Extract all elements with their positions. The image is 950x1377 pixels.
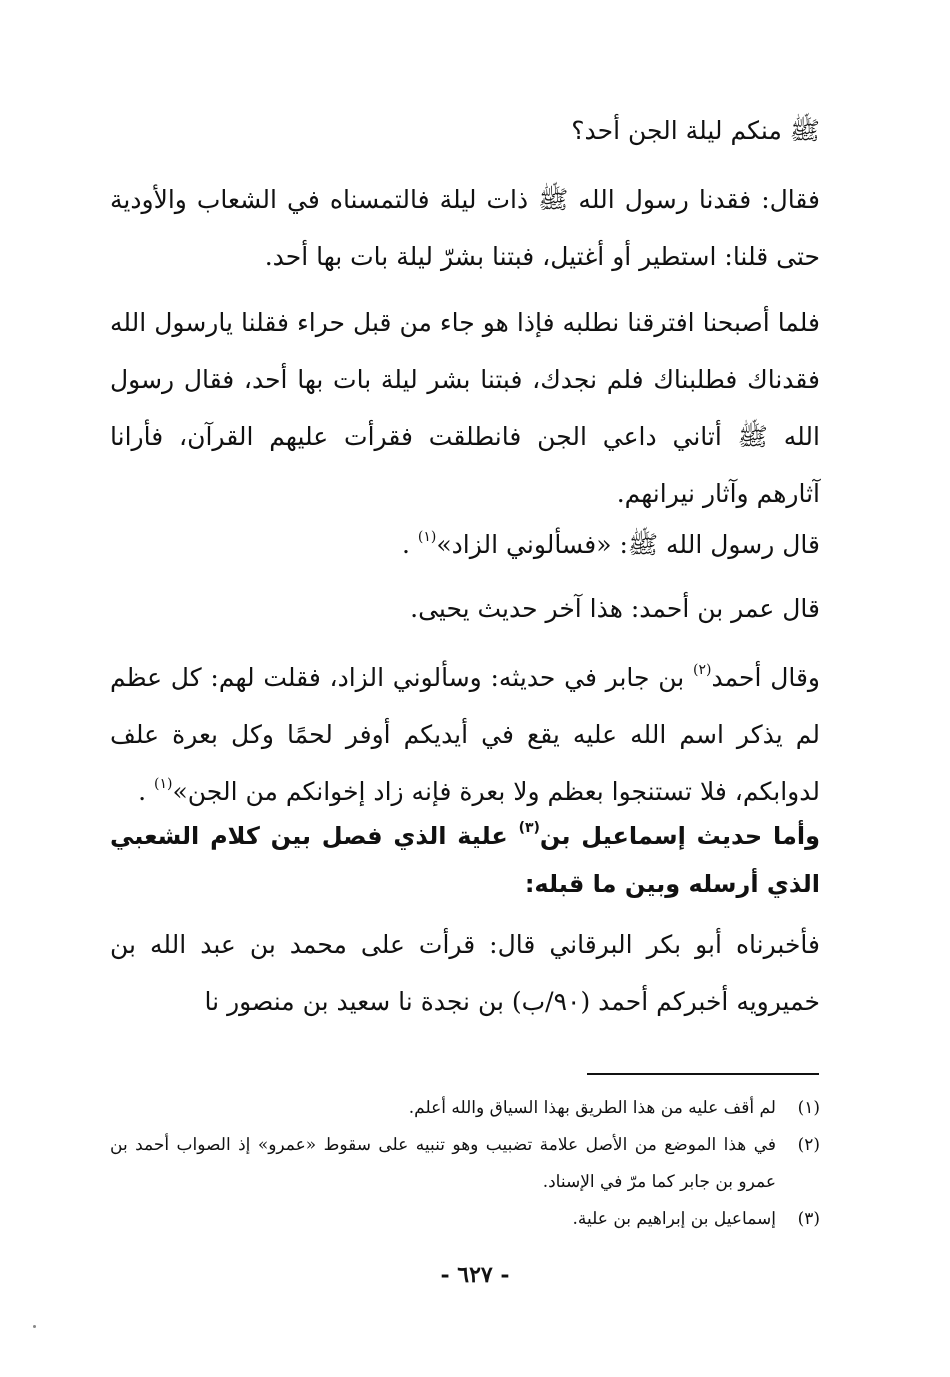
footnote-ref-3: (٣) [518, 820, 540, 836]
footnote-number: (٢) [797, 1135, 820, 1155]
footnote-text: لم أقف عليه من هذا الطريق بهذا السياق والله أعلم. [408, 1098, 776, 1118]
heading-after: علية الذي فصل بين كلام الشعبي الذي أرسله وبين ما قبله: [110, 822, 820, 898]
section-heading [110, 812, 820, 908]
paragraph-quote-provisions [110, 516, 820, 573]
heading-before: وأما حديث إسماعيل بن [539, 822, 820, 850]
paragraph-search-night: فقال: فقدنا رسول الله ﷺ ذات ليلة فالتمسناه في الشعاب والأودية حتى قلنا: استطير أو أغتيل، فبتنا بشرّ ليلة بات بها أحد. [110, 185, 820, 271]
paragraph-morning-return: فلما أصبحنا افترقنا نطلبه فإذا هو جاء من قبل حراء فقلنا يارسول الله فقدناك فطلبناك فلم نجدك، فبتنا بشر ليلة بات بها أحد، فقال رسول الله ﷺ أتاني داعي الجن فانطلقت فقرأت عليهم القرآن، فأرانا آثارهم وآثار نيرانهم. [110, 308, 820, 508]
quote-tail: . [401, 530, 418, 559]
paragraph-isnad: فأخبرناه أبو بكر البرقاني قال: قرأت على محمد بن عبد الله بن خميرويه أخبركم أحمد (٩٠/ب) بن نجدة نا سعيد بن منصور نا [110, 930, 820, 1016]
footnote-text: في هذا الموضع من الأصل علامة تضبيب وهو تنبيه على سقوط «عمرو» إذ الصواب أحمد بن عمرو بن جابر كما مرّ في الإسناد. [110, 1135, 776, 1192]
scan-speck [33, 1325, 36, 1328]
ahmad-tail: . [138, 777, 155, 806]
paragraph-opening-line: ﷺ منكم ليلة الجن أحد؟ [571, 116, 820, 145]
paragraph-ahmad-narration [110, 649, 820, 820]
quote-text: قال رسول الله ﷺ: «فسألوني الزاد» [436, 530, 820, 559]
footnote-ref-2: (٢) [693, 662, 712, 678]
footnote-ref-1b: (١) [154, 776, 173, 792]
ahmad-middle: بن جابر في حديثه: وسألوني الزاد، فقلت لهم: كل عظم لم يذكر اسم الله عليه يقع في أيديكم أوفر لحمًا وكل بعرة علف لدوابكم، فلا تستنجوا بعظم ولا بعرة فإنه زاد إخوانكم من الجن» [110, 663, 820, 806]
footnote-item [110, 1127, 820, 1201]
ahmad-before: وقال أحمد [711, 663, 820, 692]
footnote-ref-1: (١) [417, 529, 437, 545]
footnote-number: (٣) [797, 1209, 820, 1229]
footnote-item [110, 1090, 820, 1127]
footnote-number: (١) [797, 1098, 820, 1118]
footnote-separator [587, 1073, 819, 1075]
page-number: - ٦٢٧ - [440, 1262, 510, 1288]
footnote-item [110, 1201, 820, 1238]
paragraph-umar-statement: قال عمر بن أحمد: هذا آخر حديث يحيى. [410, 594, 820, 623]
footnotes [110, 1090, 820, 1238]
footnote-text: إسماعيل بن إبراهيم بن علية. [572, 1209, 776, 1229]
